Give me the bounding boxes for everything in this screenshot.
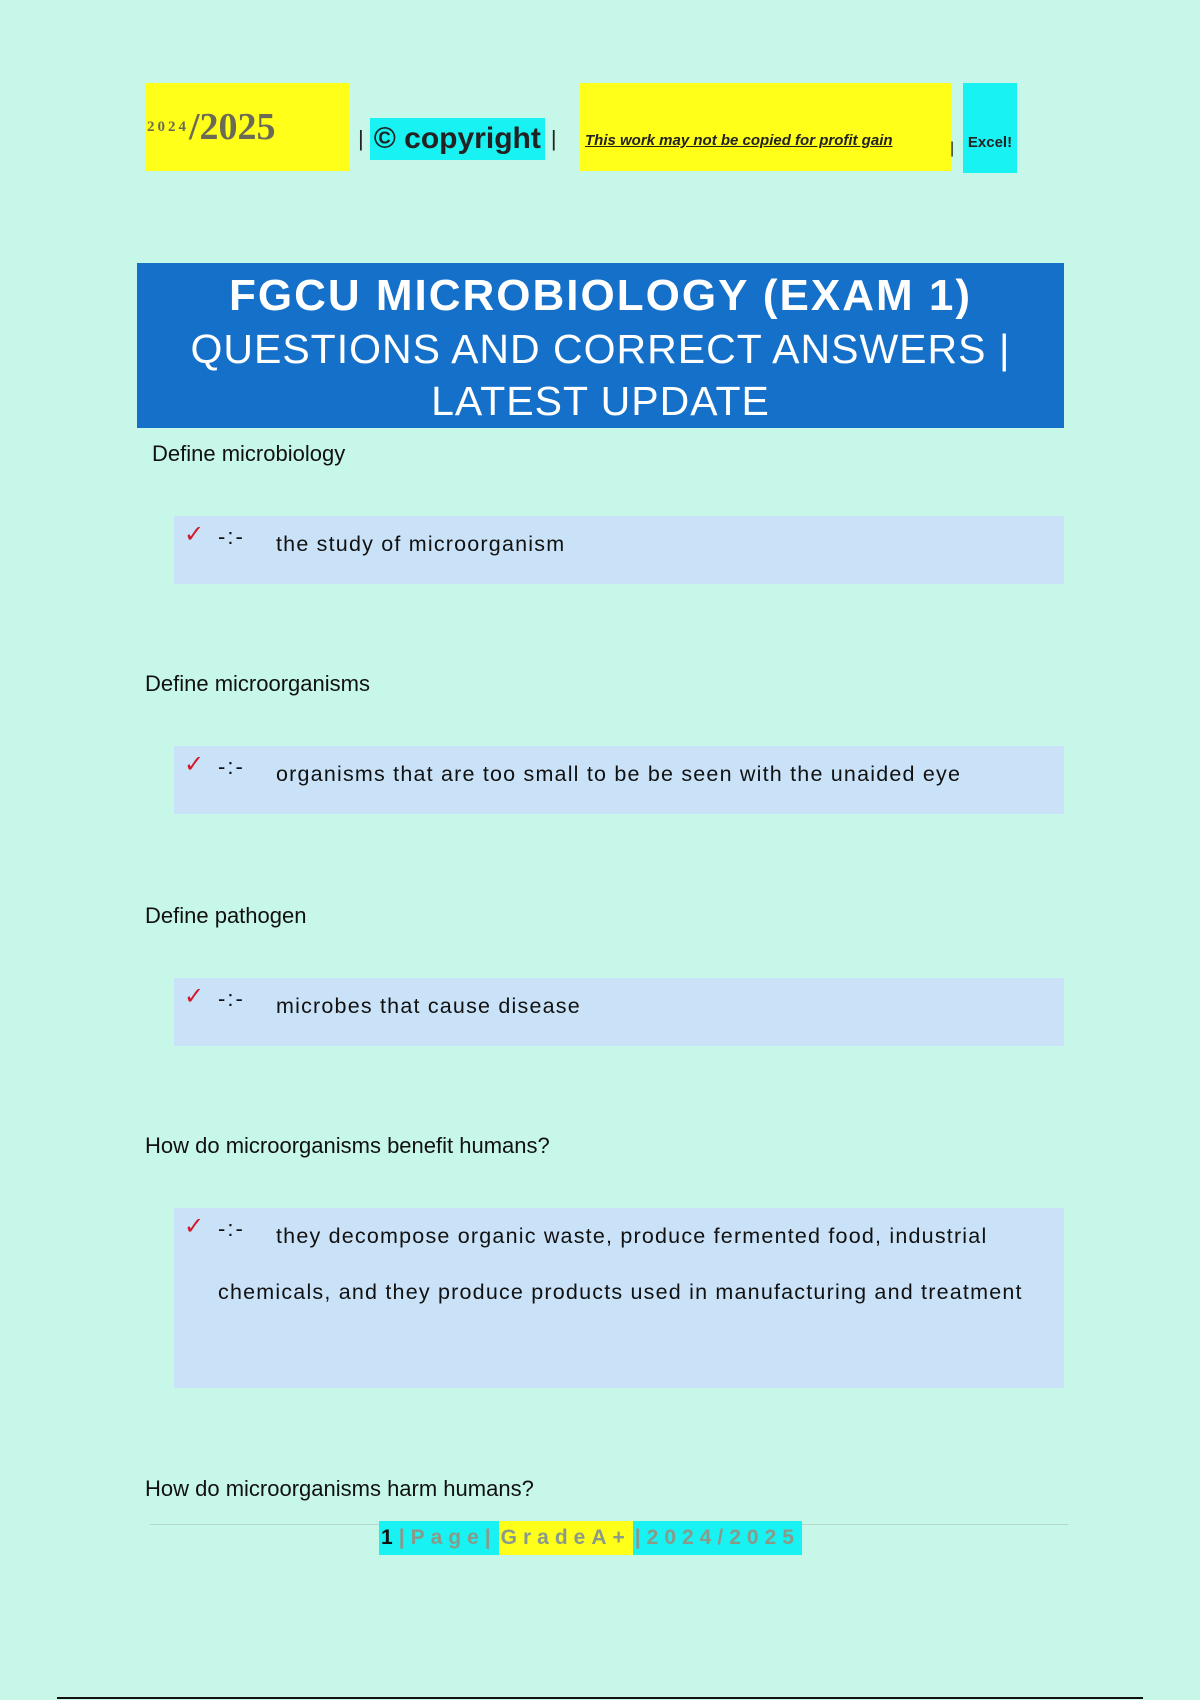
page-number: 1 xyxy=(381,1526,399,1549)
answer-marker: -:- xyxy=(218,754,245,779)
title-banner xyxy=(137,263,1064,428)
answer-marker: -:- xyxy=(218,1216,245,1241)
header-separator: | xyxy=(950,140,955,157)
copy-notice xyxy=(580,83,955,171)
copyright-prefix: | xyxy=(358,126,364,151)
copyright-badge: © copyright xyxy=(370,118,545,160)
page-label: |Page| xyxy=(398,1526,497,1549)
answer-text: microbes that cause disease xyxy=(276,994,581,1018)
question-2: Define microorganisms xyxy=(145,671,370,696)
title-line-2: QUESTIONS AND CORRECT ANSWERS | xyxy=(190,326,1011,372)
answer-marker: -:- xyxy=(218,986,245,1011)
answer-2 xyxy=(174,746,1064,814)
excel-badge xyxy=(963,83,1017,173)
copyright-label xyxy=(358,118,557,160)
footer-grade: GradeA+ xyxy=(499,1521,633,1555)
answer-text: organisms that are too small to be be seen with the unaided eye xyxy=(276,762,962,786)
checkmark-icon: ✓ xyxy=(184,1213,205,1240)
checkmark-icon: ✓ xyxy=(184,751,205,778)
question-1: Define microbiology xyxy=(152,441,346,466)
answer-marker: -:- xyxy=(218,524,245,549)
excel-text: Excel! xyxy=(967,134,1013,151)
copy-notice-text: This work may not be copied for profit gain xyxy=(585,132,893,149)
page-footer xyxy=(379,1521,802,1555)
title-line-3: LATEST UPDATE xyxy=(431,378,770,424)
answer-text: they decompose organic waste, produce fermented food, industrial chemicals, and they produce products used in manufacturing and treatment xyxy=(218,1224,1023,1304)
checkmark-icon: ✓ xyxy=(184,521,205,548)
question-5: How do microorganisms harm humans? xyxy=(145,1476,534,1501)
year-badge xyxy=(145,83,350,171)
footer-year: |2024/2025 xyxy=(633,1521,802,1555)
answer-3 xyxy=(174,978,1064,1046)
year-end: /2025 xyxy=(189,106,276,148)
footer-page xyxy=(379,1521,499,1555)
answer-text: the study of microorganism xyxy=(276,532,566,556)
title-line-1: FGCU MICROBIOLOGY (EXAM 1) xyxy=(229,271,972,320)
answer-1 xyxy=(174,516,1064,584)
year-start: 2024 xyxy=(147,118,189,135)
question-3: Define pathogen xyxy=(145,903,307,928)
page-bottom-rule xyxy=(57,1697,1143,1699)
question-4: How do microorganisms benefit humans? xyxy=(145,1133,550,1158)
copyright-suffix: | xyxy=(550,126,557,151)
checkmark-icon: ✓ xyxy=(184,983,205,1010)
answer-4 xyxy=(174,1208,1064,1388)
